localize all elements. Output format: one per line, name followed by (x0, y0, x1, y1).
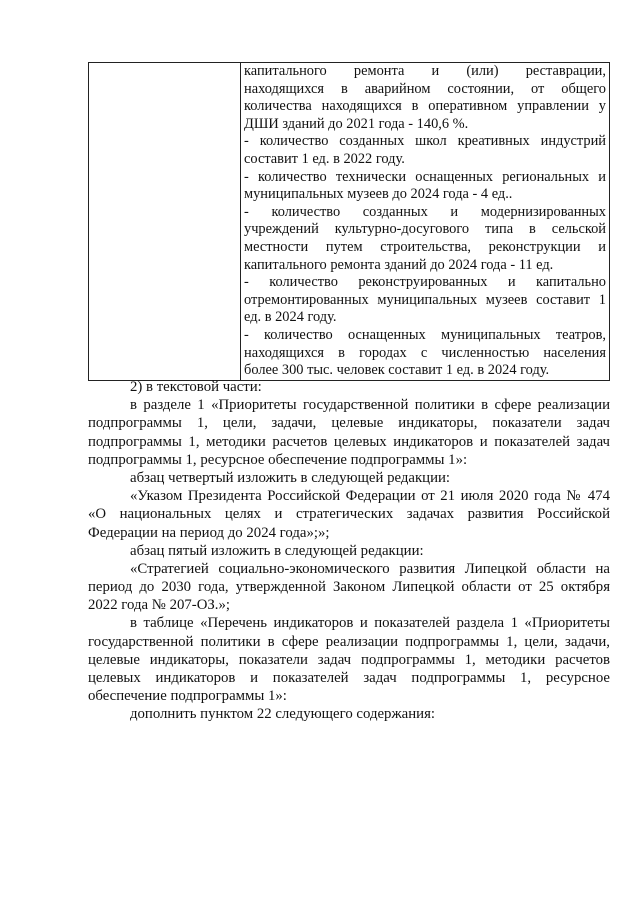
table-text-line: - количество оснащенных муниципальных театров, (244, 326, 606, 343)
paragraph-line: подпрограммы 1, цели, задачи, целевые индикаторы, показатели задач (88, 415, 610, 432)
table-text-line: ед. в 2024 году. (244, 309, 337, 326)
paragraph-line: период до 2030 года, утвержденной Законом Липецкой области от 25 октября (88, 579, 610, 596)
table-text-line: - количество реконструированных и капитально (244, 274, 606, 291)
table-text-line: находящихся в аварийном состоянии, от общего (244, 80, 606, 97)
table-cell-right (241, 63, 610, 381)
paragraph-line: обеспечение подпрограммы 1»: (88, 688, 287, 705)
table-text-line: учреждений культурно-досугового типа в сельской (244, 221, 606, 238)
paragraph-line: 2022 года № 207-ОЗ.»; (88, 597, 231, 614)
table-text-line: муниципальных музеев до 2024 года - 4 ед.. (244, 186, 513, 203)
table-text-line: - количество технически оснащенных региональных и (244, 168, 606, 185)
body-text (88, 378, 610, 724)
table-text-line: капитального ремонта зданий до 2024 года - 11 ед. (244, 256, 554, 273)
paragraph-line: абзац четвертый изложить в следующей редакции: (130, 469, 451, 486)
table-row (89, 63, 610, 381)
table-text-line: - количество созданных школ креативных индустрий (244, 133, 606, 150)
paragraph-line: «Стратегией социально-экономического развития Липецкой области на (130, 560, 610, 577)
paragraph-line: подпрограммы 1, ресурсное обеспечение подпрограммы 1»: (88, 451, 468, 468)
paragraph-line: абзац пятый изложить в следующей редакции: (130, 542, 424, 559)
table-text-line: отремонтированных муниципальных музеев составит 1 (244, 291, 606, 308)
table-cell-left (89, 63, 241, 381)
paragraph-line: целевые индикаторы, показатели задач подпрограммы 1, методики расчетов (88, 651, 610, 668)
paragraph-line: «О национальных целях и стратегических задачах развития Российской (88, 506, 610, 523)
table-cell-text (244, 63, 606, 380)
paragraph-line: 2) в текстовой части: (130, 379, 262, 395)
paragraph-line: дополнить пунктом 22 следующего содержания: (130, 706, 436, 723)
table-text-line: капитального ремонта и (или) реставрации, (244, 63, 606, 79)
paragraph-line: в разделе 1 «Приоритеты государственной политики в сфере реализации (130, 397, 610, 414)
table-text-line: местности путем строительства, реконструкции и (244, 238, 606, 255)
paragraph-line: подпрограммы 1, методики расчетов целевых индикаторов и показателей задач (88, 433, 610, 450)
table-text-line: количества находящихся в оперативном управлении у (244, 98, 606, 115)
paragraph-line: Федерации на период до 2024 года»;»; (88, 524, 330, 541)
table-text-line: находящихся в городах с численностью населения (244, 344, 606, 361)
table-text-line: составит 1 ед. в 2022 году. (244, 150, 405, 167)
table-text-line: ДШИ зданий до 2021 года - 140,6 %. (244, 115, 469, 132)
paragraph-line: в таблице «Перечень индикаторов и показателей раздела 1 «Приоритеты (130, 615, 610, 632)
table-text-line: - количество созданных и модернизированных (244, 203, 606, 220)
indicators-table (88, 62, 610, 381)
paragraph-line: целевых индикаторов и показателей задач подпрограммы 1, ресурсное (88, 670, 610, 686)
paragraph-line: государственной политики в сфере реализации подпрограммы 1, цели, задачи, (88, 633, 610, 650)
table-text-line: более 300 тыс. человек составит 1 ед. в 2024 году. (244, 362, 550, 379)
paragraph-line: «Указом Президента Российской Федерации от 21 июля 2020 года № 474 (130, 488, 610, 505)
